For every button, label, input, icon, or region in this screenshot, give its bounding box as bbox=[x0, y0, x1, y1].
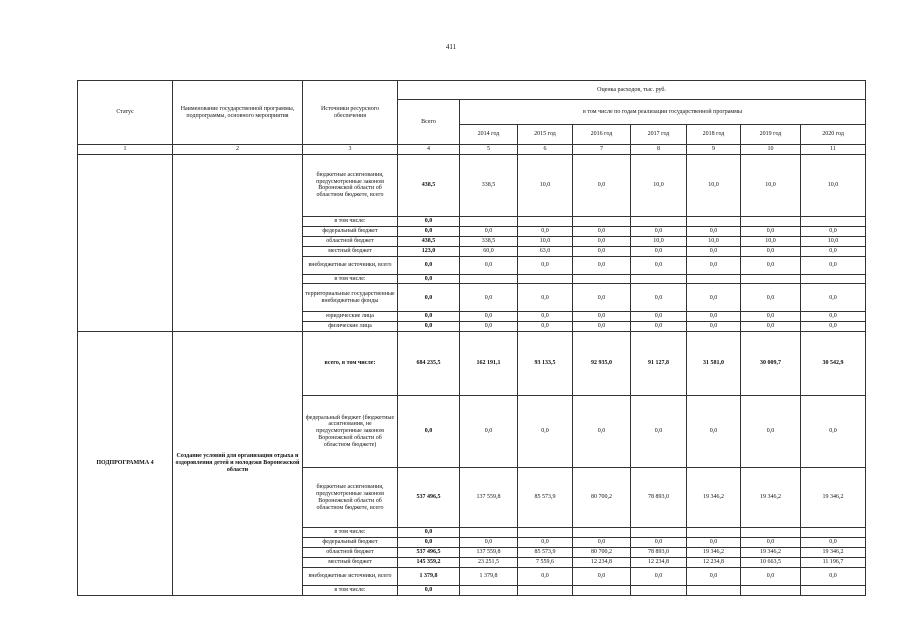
year-value: 10,0 bbox=[687, 154, 741, 216]
row-program-name: Создание условий для организации отдыха и оздоровления детей и молодежи Воронежской области bbox=[173, 332, 303, 596]
year-value bbox=[460, 216, 518, 226]
source-label: областной бюджет bbox=[303, 236, 398, 246]
year-value bbox=[518, 274, 573, 284]
header-year: 2015 год bbox=[518, 125, 573, 145]
year-value: 0,0 bbox=[631, 284, 687, 312]
year-value: 0,0 bbox=[460, 322, 518, 332]
year-value: 0,0 bbox=[631, 567, 687, 585]
source-label: в том числе: bbox=[303, 274, 398, 284]
year-value: 0,0 bbox=[460, 226, 518, 236]
year-value: 0,0 bbox=[741, 396, 801, 468]
year-value bbox=[631, 585, 687, 595]
source-label: бюджетные ассигнования, предусмотренные законом Воронежской области об областном бюджете, всего bbox=[303, 154, 398, 216]
column-number: 9 bbox=[687, 145, 741, 155]
header-by-years: в том числе по годам реализации государственной программы bbox=[460, 100, 866, 125]
column-number: 3 bbox=[303, 145, 398, 155]
year-value: 80 700,2 bbox=[573, 468, 631, 528]
header-sources: Источники ресурсного обеспечения bbox=[303, 81, 398, 145]
year-value: 0,0 bbox=[631, 396, 687, 468]
expense-table bbox=[77, 80, 866, 596]
year-value bbox=[631, 216, 687, 226]
year-value: 0,0 bbox=[801, 396, 866, 468]
source-label: физические лица bbox=[303, 322, 398, 332]
year-value: 0,0 bbox=[687, 226, 741, 236]
column-number: 7 bbox=[573, 145, 631, 155]
year-value: 0,0 bbox=[518, 567, 573, 585]
year-value: 0,0 bbox=[741, 312, 801, 322]
year-value: 0,0 bbox=[687, 246, 741, 256]
header-year: 2018 год bbox=[687, 125, 741, 145]
year-value: 10,0 bbox=[631, 154, 687, 216]
source-label: местный бюджет bbox=[303, 558, 398, 568]
year-value: 0,0 bbox=[801, 246, 866, 256]
year-value: 0,0 bbox=[460, 312, 518, 322]
year-value bbox=[687, 216, 741, 226]
year-value: 10,0 bbox=[518, 236, 573, 246]
year-value: 78 893,0 bbox=[631, 468, 687, 528]
year-value: 0,0 bbox=[687, 256, 741, 274]
source-label: всего, в том числе: bbox=[303, 332, 398, 396]
header-year: 2014 год bbox=[460, 125, 518, 145]
year-value: 10,0 bbox=[631, 236, 687, 246]
year-value: 0,0 bbox=[518, 538, 573, 548]
year-value: 10,0 bbox=[801, 236, 866, 246]
year-value bbox=[687, 528, 741, 538]
source-label: местный бюджет bbox=[303, 246, 398, 256]
total-value: 0,0 bbox=[398, 274, 460, 284]
year-value: 0,0 bbox=[573, 246, 631, 256]
year-value: 19 346,2 bbox=[687, 548, 741, 558]
total-value: 537 496,5 bbox=[398, 548, 460, 558]
year-value: 1 379,8 bbox=[460, 567, 518, 585]
total-value: 0,0 bbox=[398, 585, 460, 595]
total-value: 0,0 bbox=[398, 284, 460, 312]
year-value: 85 573,9 bbox=[518, 548, 573, 558]
total-value: 0,0 bbox=[398, 396, 460, 468]
total-value: 0,0 bbox=[398, 216, 460, 226]
year-value: 0,0 bbox=[518, 256, 573, 274]
year-value: 30 542,9 bbox=[801, 332, 866, 396]
source-label: внебюджетные источники, всего bbox=[303, 256, 398, 274]
year-value bbox=[741, 585, 801, 595]
year-value: 19 346,2 bbox=[801, 548, 866, 558]
year-value: 0,0 bbox=[460, 538, 518, 548]
column-number-row bbox=[78, 145, 866, 155]
row-program-name bbox=[173, 154, 303, 331]
year-value: 12 234,8 bbox=[573, 558, 631, 568]
year-value: 0,0 bbox=[573, 226, 631, 236]
year-value: 10,0 bbox=[741, 236, 801, 246]
year-value: 0,0 bbox=[741, 246, 801, 256]
year-value: 0,0 bbox=[631, 322, 687, 332]
year-value: 0,0 bbox=[518, 226, 573, 236]
page-number: 411 bbox=[445, 43, 457, 51]
year-value: 0,0 bbox=[631, 256, 687, 274]
year-value bbox=[687, 585, 741, 595]
total-value: 123,0 bbox=[398, 246, 460, 256]
year-value: 19 346,2 bbox=[801, 468, 866, 528]
header-status: Статус bbox=[78, 81, 173, 145]
column-number: 11 bbox=[801, 145, 866, 155]
year-value: 80 700,2 bbox=[573, 548, 631, 558]
column-number: 1 bbox=[78, 145, 173, 155]
year-value bbox=[801, 585, 866, 595]
year-value: 60,0 bbox=[460, 246, 518, 256]
year-value: 0,0 bbox=[518, 312, 573, 322]
year-value: 0,0 bbox=[518, 284, 573, 312]
year-value: 0,0 bbox=[631, 538, 687, 548]
year-value: 0,0 bbox=[687, 538, 741, 548]
year-value: 91 127,8 bbox=[631, 332, 687, 396]
row-status bbox=[78, 154, 173, 331]
column-number: 6 bbox=[518, 145, 573, 155]
header-year: 2016 год bbox=[573, 125, 631, 145]
year-value: 0,0 bbox=[741, 256, 801, 274]
year-value bbox=[573, 274, 631, 284]
year-value: 12 234,8 bbox=[631, 558, 687, 568]
year-value: 338,5 bbox=[460, 154, 518, 216]
year-value: 0,0 bbox=[687, 396, 741, 468]
total-value: 0,0 bbox=[398, 312, 460, 322]
total-value: 438,5 bbox=[398, 236, 460, 246]
year-value: 0,0 bbox=[687, 567, 741, 585]
year-value: 0,0 bbox=[801, 284, 866, 312]
year-value bbox=[518, 585, 573, 595]
year-value: 19 346,2 bbox=[741, 468, 801, 528]
year-value: 78 893,0 bbox=[631, 548, 687, 558]
column-number: 8 bbox=[631, 145, 687, 155]
year-value: 0,0 bbox=[801, 322, 866, 332]
year-value: 23 251,5 bbox=[460, 558, 518, 568]
table-row bbox=[78, 332, 866, 396]
year-value: 0,0 bbox=[518, 322, 573, 332]
year-value: 0,0 bbox=[801, 256, 866, 274]
year-value: 0,0 bbox=[460, 284, 518, 312]
year-value: 0,0 bbox=[741, 284, 801, 312]
year-value: 0,0 bbox=[631, 226, 687, 236]
year-value: 0,0 bbox=[801, 538, 866, 548]
source-label: внебюджетные источники, всего bbox=[303, 567, 398, 585]
source-label: в том числе: bbox=[303, 585, 398, 595]
source-label: в том числе: bbox=[303, 528, 398, 538]
column-number: 2 bbox=[173, 145, 303, 155]
year-value: 0,0 bbox=[687, 284, 741, 312]
header-year: 2017 год bbox=[631, 125, 687, 145]
year-value: 19 346,2 bbox=[687, 468, 741, 528]
column-number: 10 bbox=[741, 145, 801, 155]
header-year: 2019 год bbox=[741, 125, 801, 145]
total-value: 145 359,2 bbox=[398, 558, 460, 568]
year-value: 0,0 bbox=[741, 226, 801, 236]
header-name: Наименование государственной программы, подпрограммы, основного мероприятия bbox=[173, 81, 303, 145]
year-value: 0,0 bbox=[460, 396, 518, 468]
source-label: бюджетные ассигнования, предусмотренные законом Воронежской области об областном бюджете, всего bbox=[303, 468, 398, 528]
year-value: 0,0 bbox=[631, 312, 687, 322]
table-row bbox=[78, 154, 866, 216]
total-value: 684 235,5 bbox=[398, 332, 460, 396]
year-value bbox=[801, 216, 866, 226]
year-value bbox=[518, 528, 573, 538]
year-value bbox=[741, 216, 801, 226]
total-value: 0,0 bbox=[398, 528, 460, 538]
total-value: 438,5 bbox=[398, 154, 460, 216]
year-value: 11 196,7 bbox=[801, 558, 866, 568]
year-value: 0,0 bbox=[631, 246, 687, 256]
year-value: 30 009,7 bbox=[741, 332, 801, 396]
year-value: 85 573,9 bbox=[518, 468, 573, 528]
year-value bbox=[573, 528, 631, 538]
year-value bbox=[460, 585, 518, 595]
year-value: 0,0 bbox=[460, 256, 518, 274]
year-value bbox=[741, 274, 801, 284]
source-label: территориальные государственные внебюджетные фонды bbox=[303, 284, 398, 312]
year-value: 31 581,0 bbox=[687, 332, 741, 396]
year-value: 0,0 bbox=[573, 284, 631, 312]
year-value: 10,0 bbox=[687, 236, 741, 246]
year-value bbox=[460, 274, 518, 284]
source-label: в том числе: bbox=[303, 216, 398, 226]
year-value: 0,0 bbox=[573, 322, 631, 332]
year-value: 0,0 bbox=[573, 567, 631, 585]
year-value: 0,0 bbox=[801, 312, 866, 322]
year-value bbox=[460, 528, 518, 538]
column-number: 5 bbox=[460, 145, 518, 155]
total-value: 537 496,5 bbox=[398, 468, 460, 528]
year-value bbox=[687, 274, 741, 284]
year-value: 92 935,0 bbox=[573, 332, 631, 396]
year-value: 10,0 bbox=[518, 154, 573, 216]
year-value bbox=[801, 528, 866, 538]
year-value: 12 234,8 bbox=[687, 558, 741, 568]
year-value: 0,0 bbox=[687, 312, 741, 322]
total-value: 0,0 bbox=[398, 322, 460, 332]
header-year: 2020 год bbox=[801, 125, 866, 145]
year-value: 0,0 bbox=[741, 567, 801, 585]
year-value: 0,0 bbox=[573, 154, 631, 216]
year-value: 0,0 bbox=[573, 256, 631, 274]
year-value: 7 559,6 bbox=[518, 558, 573, 568]
total-value: 0,0 bbox=[398, 226, 460, 236]
year-value: 0,0 bbox=[573, 236, 631, 246]
column-number: 4 bbox=[398, 145, 460, 155]
year-value: 0,0 bbox=[801, 226, 866, 236]
total-value: 1 379,8 bbox=[398, 567, 460, 585]
year-value: 93 133,5 bbox=[518, 332, 573, 396]
header-estimate: Оценка расходов, тыс. руб. bbox=[398, 81, 866, 100]
year-value: 0,0 bbox=[573, 538, 631, 548]
year-value: 0,0 bbox=[518, 396, 573, 468]
year-value: 19 346,2 bbox=[741, 548, 801, 558]
source-label: юридические лица bbox=[303, 312, 398, 322]
year-value: 0,0 bbox=[741, 538, 801, 548]
source-label: федеральный бюджет bbox=[303, 226, 398, 236]
year-value bbox=[631, 274, 687, 284]
source-label: федеральный бюджет bbox=[303, 538, 398, 548]
table-body bbox=[78, 154, 866, 595]
year-value bbox=[573, 585, 631, 595]
year-value: 0,0 bbox=[687, 322, 741, 332]
table-header bbox=[78, 81, 866, 155]
year-value: 137 559,8 bbox=[460, 548, 518, 558]
year-value: 338,5 bbox=[460, 236, 518, 246]
total-value: 0,0 bbox=[398, 538, 460, 548]
source-label: областной бюджет bbox=[303, 548, 398, 558]
year-value bbox=[801, 274, 866, 284]
year-value: 137 559,8 bbox=[460, 468, 518, 528]
source-label: федеральный бюджет (бюджетные ассигнования, не предусмотренные законом Воронежской области об областном бюджете) bbox=[303, 396, 398, 468]
year-value bbox=[631, 528, 687, 538]
header-total: Всего bbox=[398, 100, 460, 145]
total-value: 0,0 bbox=[398, 256, 460, 274]
year-value: 162 191,1 bbox=[460, 332, 518, 396]
row-status: ПОДПРОГРАММА 4 bbox=[78, 332, 173, 596]
year-value: 63,0 bbox=[518, 246, 573, 256]
year-value: 0,0 bbox=[573, 312, 631, 322]
year-value: 10,0 bbox=[741, 154, 801, 216]
year-value: 10 663,5 bbox=[741, 558, 801, 568]
year-value bbox=[741, 528, 801, 538]
year-value: 10,0 bbox=[801, 154, 866, 216]
year-value: 0,0 bbox=[573, 396, 631, 468]
year-value bbox=[518, 216, 573, 226]
year-value bbox=[573, 216, 631, 226]
year-value: 0,0 bbox=[801, 567, 866, 585]
year-value: 0,0 bbox=[741, 322, 801, 332]
